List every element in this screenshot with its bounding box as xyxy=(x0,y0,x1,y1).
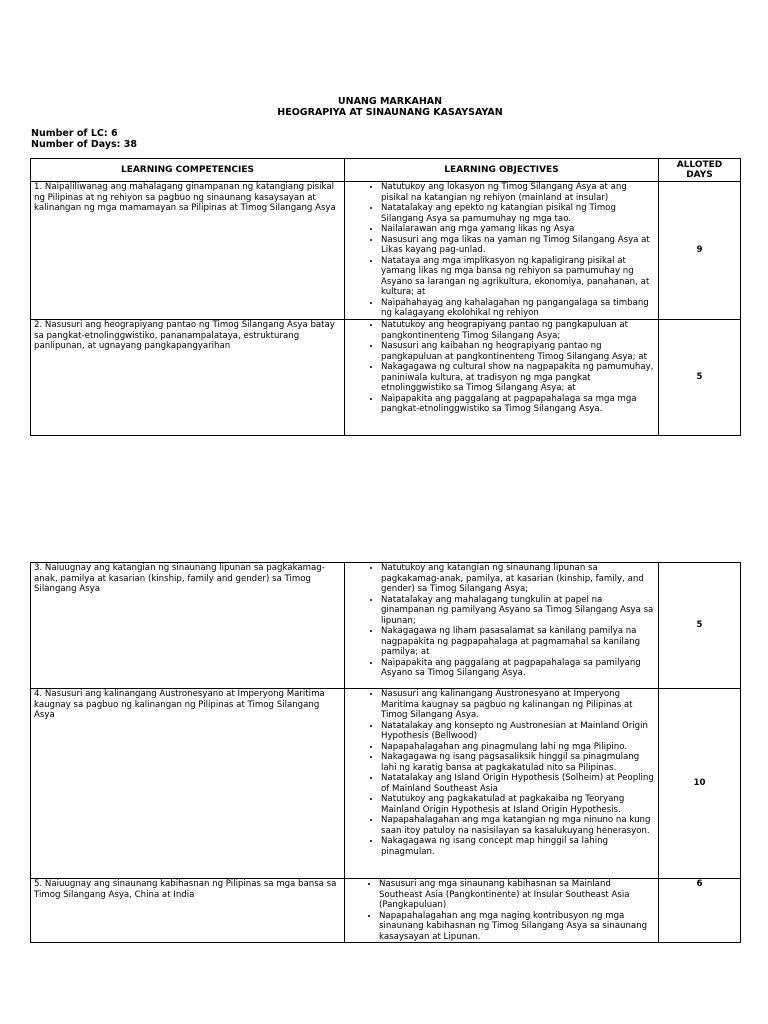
list-item: • Napapahalagahan ang mga naging kontribusyon ng mga sinaunang kabihasnan ng Timog Silangang Asya sa sinaunang kasaysayan at Lipunan. xyxy=(379,911,655,943)
objectives-list xyxy=(348,879,655,942)
days-cell: 5 xyxy=(659,320,741,436)
table-row xyxy=(31,563,741,689)
table-row xyxy=(31,182,741,320)
list-item: • Natataya ang mga implikasyon ng kapaligirang pisikal at yamang likas ng mga bansa ng rehiyon sa pamumuhay ng Asyano sa larangan ng agrikultura, ekonomiya, panahanan, at kultura; at xyxy=(381,256,655,298)
list-item: • Natutukoy ang pagkakatulad at pagkakaiba ng Teoryang Mainland Origin Hypothesis at Island Origin Hypothesis. xyxy=(381,794,655,815)
list-item: • Naipapakita ang paggalang at pagpapahalaga sa mga mga pangkat-etnolinggwistiko sa Timog Silangang Asya. xyxy=(381,394,655,415)
table-header-row xyxy=(31,159,741,182)
competency-cell: 5. Naiuugnay ang sinaunang kabihasnan ng Pilipinas sa mga bansa sa Timog Silangang Asya, China at India xyxy=(31,879,345,943)
page-subtitle: HEOGRAPIYA AT SINAUNANG KASAYSAYAN xyxy=(277,107,503,118)
list-item: • Natatalakay ang Island Origin Hypothesis (Solheim) at Peopling of Mainland Southeast Asia xyxy=(381,773,655,794)
competency-table-2 xyxy=(30,562,741,943)
competency-cell: 4. Nasusuri ang kalinangang Austronesyano at Imperyong Maritima kaugnay sa pagbuo ng kalinangan ng Pilipinas at Timog Silangang Asya xyxy=(31,689,345,879)
list-item: • Nailalarawan ang mga yamang likas ng Asya xyxy=(381,224,655,235)
lc-count: Number of LC: 6 xyxy=(31,128,118,139)
list-item: • Natatalakay ang epekto ng katangian pisikal ng Timog Silangang Asya sa pamumuhay ng mga tao. xyxy=(381,203,655,224)
list-item: • Nasusuri ang mga likas na yaman ng Timog Silangang Asya at Likas kayang pag-unlad. xyxy=(381,235,655,256)
objectives-cell xyxy=(345,182,659,320)
list-item: • Natatalakay ang mahalagang tungkulin at papel na ginampanan ng pamilyang Asyano sa Timog Silangang Asya sa lipunan; xyxy=(381,595,655,627)
header-competencies: LEARNING COMPETENCIES xyxy=(31,159,345,182)
list-item: • Natatalakay ang konsepto ng Austronesian at Mainland Origin Hypothesis (Bellwood) xyxy=(381,721,655,742)
competency-cell: 2. Nasusuri ang heograpiyang pantao ng Timog Silangang Asya batay sa pangkat-etnolinggwistiko, pananampalataya, estrukturang panlipunan, at ugnayang pangkapangyarihan xyxy=(31,320,345,436)
list-item: • Naipapakita ang paggalang at pagpapahalaga sa pamilyang Asyano sa Timog Silangang Asya. xyxy=(381,658,655,679)
objectives-cell xyxy=(345,879,659,943)
list-item: • Natutukoy ang heograpiyang pantao ng pangkapuluan at pangkontinenteng Timog Silangang Asya; xyxy=(381,320,655,341)
page-title: UNANG MARKAHAN xyxy=(337,96,443,107)
list-item: • Napapahalagahan ang pinagmulang lahi ng mga Pilipino. xyxy=(381,742,655,753)
list-item: • Nasusuri ang mga sinaunang kabihasnan sa Mainland Southeast Asia (Pangkontinente) at Insular Southeast Asia (Pangkapuluan) xyxy=(379,879,655,911)
table-row xyxy=(31,689,741,879)
competency-cell: 3. Naiuugnay ang katangian ng sinaunang lipunan sa pagkakamag-anak, pamilya at kasarian (kinship, family and gender) sa Timog Silangang Asya xyxy=(31,563,345,689)
table-row xyxy=(31,320,741,436)
list-item: • Nakagagawa ng liham pasasalamat sa kanilang pamilya na nagpapakita ng pagpapahalaga at pagmamahal sa kanilang pamilya; at xyxy=(381,626,655,658)
list-item: • Nakagagawa ng isang pagsasaliksik hinggil sa pinagmulang lahi ng karatig bansa at pagkakatulad nito sa Pilipinas. xyxy=(381,752,655,773)
objectives-list xyxy=(348,563,655,679)
header-objectives: LEARNING OBJECTIVES xyxy=(345,159,659,182)
objectives-cell xyxy=(345,563,659,689)
days-count: Number of Days: 38 xyxy=(31,139,137,150)
list-item: • Natutukoy ang katangian ng sinaunang lipunan sa pagkakamag-anak, pamilya, at kasarian (kinship, family, and gender) sa Timog Silangang Asya; xyxy=(381,563,655,595)
days-cell: 5 xyxy=(659,563,741,689)
table-row xyxy=(31,879,741,943)
days-cell: 9 xyxy=(659,182,741,320)
objectives-cell xyxy=(345,320,659,436)
objectives-cell xyxy=(345,689,659,879)
list-item: • Napapahalagahan ang mga katangian ng mga ninuno na kung saan itoy patuloy na nasisilayan sa kasalukuyang henerasyon. xyxy=(381,815,655,836)
competency-table-1 xyxy=(30,158,741,436)
header-days: ALLOTED DAYS xyxy=(659,159,741,182)
list-item: • Nasusuri ang kalinangang Austronesyano at Imperyong Maritima kaugnay sa pagbuo ng kalinangan ng Pilipinas at Timog Silangang Asya. xyxy=(381,689,655,721)
list-item: • Nakagagawa ng cultural show na nagpapakita ng pamumuhay, paniniwala kultura, at tradisyon ng mga pangkat etnolinggwistiko sa Timog Silangang Asya; at xyxy=(381,362,655,394)
objectives-list xyxy=(348,689,655,857)
list-item: • Nakagagawa ng isang concept map hinggil sa lahing pinagmulan. xyxy=(381,836,655,857)
list-item: • Nasusuri ang kaibahan ng heograpiyang pantao ng pangkapuluan at pangkontinenteng Timog Silangang Asya; at xyxy=(381,341,655,362)
list-item: • Natutukoy ang lokasyon ng Timog Silangang Asya at ang pisikal na katangian ng rehiyon (mainland at insular) xyxy=(381,182,655,203)
days-cell: 6 xyxy=(659,879,741,943)
objectives-list xyxy=(348,182,655,319)
competency-cell: 1. Naipaliliwanag ang mahalagang ginampanan ng katangiang pisikal ng Pilipinas at ng rehiyon sa pagbuo ng sinaunang kasaysayan at kalinangan ng mga mamamayan sa Pilipinas at Timog Silangang Asya xyxy=(31,182,345,320)
objectives-list xyxy=(348,320,655,415)
list-item: • Naipahahayag ang kahalagahan ng pangangalaga sa timbang ng kalagayang ekolohikal ng rehiyon xyxy=(381,298,655,319)
days-cell: 10 xyxy=(659,689,741,879)
